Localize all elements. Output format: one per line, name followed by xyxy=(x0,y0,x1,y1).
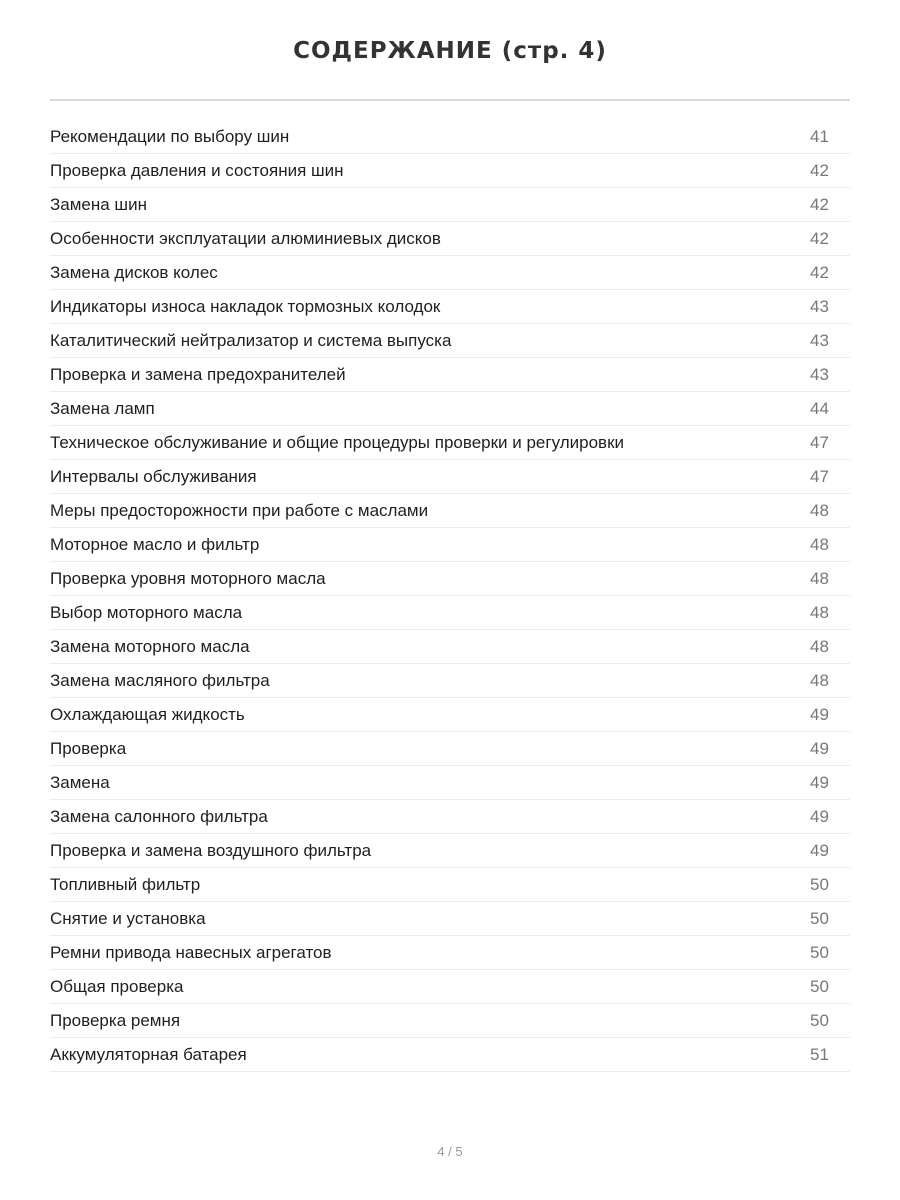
toc-entry-title: Замена салонного фильтра xyxy=(50,807,268,826)
toc-entry[interactable] xyxy=(50,528,850,562)
toc-entry[interactable] xyxy=(50,834,850,868)
toc-entry-title: Проверка ремня xyxy=(50,1011,181,1030)
toc-entry-page-number: 49 xyxy=(810,841,829,860)
toc-entry-title: Охлаждающая жидкость xyxy=(50,705,245,724)
toc-entry-page-number: 48 xyxy=(810,501,829,520)
toc-entry-page-number: 47 xyxy=(810,433,829,452)
toc-entry[interactable] xyxy=(50,324,850,358)
toc-entry[interactable] xyxy=(50,1004,850,1038)
toc-entry-title: Проверка и замена предохранителей xyxy=(50,365,346,384)
toc-entry-title: Проверка давления и состояния шин xyxy=(50,161,344,180)
toc-entry-page-number: 48 xyxy=(810,603,829,622)
toc-entry-title: Замена дисков колес xyxy=(50,263,218,282)
toc-entry[interactable] xyxy=(50,1038,850,1072)
toc-entry-title: Замена шин xyxy=(50,195,147,214)
page-number-footer: 4 / 5 xyxy=(437,1144,463,1159)
toc-entry-page-number: 50 xyxy=(810,943,829,962)
toc-entry[interactable] xyxy=(50,392,850,426)
toc-entry-page-number: 44 xyxy=(810,399,829,418)
toc-entry[interactable] xyxy=(50,494,850,528)
toc-entry-title: Меры предосторожности при работе с маслами xyxy=(50,501,429,520)
toc-entry-page-number: 51 xyxy=(810,1045,829,1064)
toc-entry-title: Ремни привода навесных агрегатов xyxy=(50,943,332,962)
toc-entry[interactable] xyxy=(50,426,850,460)
page-title: СОДЕРЖАНИЕ (стр. 4) xyxy=(293,38,607,64)
toc-entry[interactable] xyxy=(50,562,850,596)
toc-entry-title: Замена масляного фильтра xyxy=(50,671,270,690)
toc-entry-title: Интервалы обслуживания xyxy=(50,467,257,486)
toc-entry-page-number: 50 xyxy=(810,909,829,928)
toc-entry-title: Проверка xyxy=(50,739,127,758)
toc-entry-title: Индикаторы износа накладок тормозных колодок xyxy=(50,297,441,316)
toc-entry[interactable] xyxy=(50,936,850,970)
toc-entry[interactable] xyxy=(50,596,850,630)
toc-entry[interactable] xyxy=(50,664,850,698)
toc-entry-page-number: 48 xyxy=(810,535,829,554)
toc-entry-page-number: 43 xyxy=(810,365,829,384)
toc-entry-page-number: 49 xyxy=(810,739,829,758)
toc-entry[interactable] xyxy=(50,970,850,1004)
toc-entry-page-number: 43 xyxy=(810,297,829,316)
toc-entry[interactable] xyxy=(50,358,850,392)
toc-entry[interactable] xyxy=(50,868,850,902)
toc-entry-title: Проверка уровня моторного масла xyxy=(50,569,326,588)
toc-entry-title: Топливный фильтр xyxy=(50,875,201,894)
title-divider xyxy=(50,99,850,101)
toc-list xyxy=(50,120,850,1072)
toc-entry-title: Техническое обслуживание и общие процедуры проверки и регулировки xyxy=(50,433,625,452)
toc-entry-title: Замена моторного масла xyxy=(50,637,250,656)
toc-entry-title: Рекомендации по выбору шин xyxy=(50,127,290,146)
toc-entry-page-number: 50 xyxy=(810,977,829,996)
toc-entry-page-number: 41 xyxy=(810,127,829,146)
toc-entry[interactable] xyxy=(50,188,850,222)
toc-entry-page-number: 48 xyxy=(810,671,829,690)
toc-entry-page-number: 49 xyxy=(810,773,829,792)
toc-entry-page-number: 47 xyxy=(810,467,829,486)
toc-entry-title: Замена ламп xyxy=(50,399,155,418)
toc-entry-page-number: 48 xyxy=(810,569,829,588)
toc-entry-page-number: 43 xyxy=(810,331,829,350)
toc-entry-title: Общая проверка xyxy=(50,977,184,996)
toc-entry-page-number: 42 xyxy=(810,195,829,214)
toc-entry-page-number: 50 xyxy=(810,1011,829,1030)
toc-entry[interactable] xyxy=(50,902,850,936)
toc-entry[interactable] xyxy=(50,256,850,290)
toc-entry-page-number: 49 xyxy=(810,705,829,724)
toc-entry[interactable] xyxy=(50,460,850,494)
toc-entry-title: Каталитический нейтрализатор и система выпуска xyxy=(50,331,452,350)
toc-entry-title: Выбор моторного масла xyxy=(50,603,243,622)
toc-entry-page-number: 42 xyxy=(810,161,829,180)
toc-entry[interactable] xyxy=(50,154,850,188)
toc-entry[interactable] xyxy=(50,290,850,324)
toc-entry-title: Замена xyxy=(50,773,110,792)
toc-entry[interactable] xyxy=(50,732,850,766)
toc-entry-title: Снятие и установка xyxy=(50,909,206,928)
toc-entry-page-number: 42 xyxy=(810,263,829,282)
toc-entry-title: Моторное масло и фильтр xyxy=(50,535,260,554)
toc-entry-title: Особенности эксплуатации алюминиевых дисков xyxy=(50,229,441,248)
toc-entry-title: Проверка и замена воздушного фильтра xyxy=(50,841,372,860)
toc-entry[interactable] xyxy=(50,222,850,256)
toc-entry-title: Аккумуляторная батарея xyxy=(50,1045,247,1064)
toc-entry[interactable] xyxy=(50,630,850,664)
toc-entry[interactable] xyxy=(50,800,850,834)
toc-entry[interactable] xyxy=(50,766,850,800)
toc-entry-page-number: 42 xyxy=(810,229,829,248)
toc-entry[interactable] xyxy=(50,120,850,154)
toc-entry[interactable] xyxy=(50,698,850,732)
toc-entry-page-number: 48 xyxy=(810,637,829,656)
toc-entry-page-number: 50 xyxy=(810,875,829,894)
toc-entry-page-number: 49 xyxy=(810,807,829,826)
